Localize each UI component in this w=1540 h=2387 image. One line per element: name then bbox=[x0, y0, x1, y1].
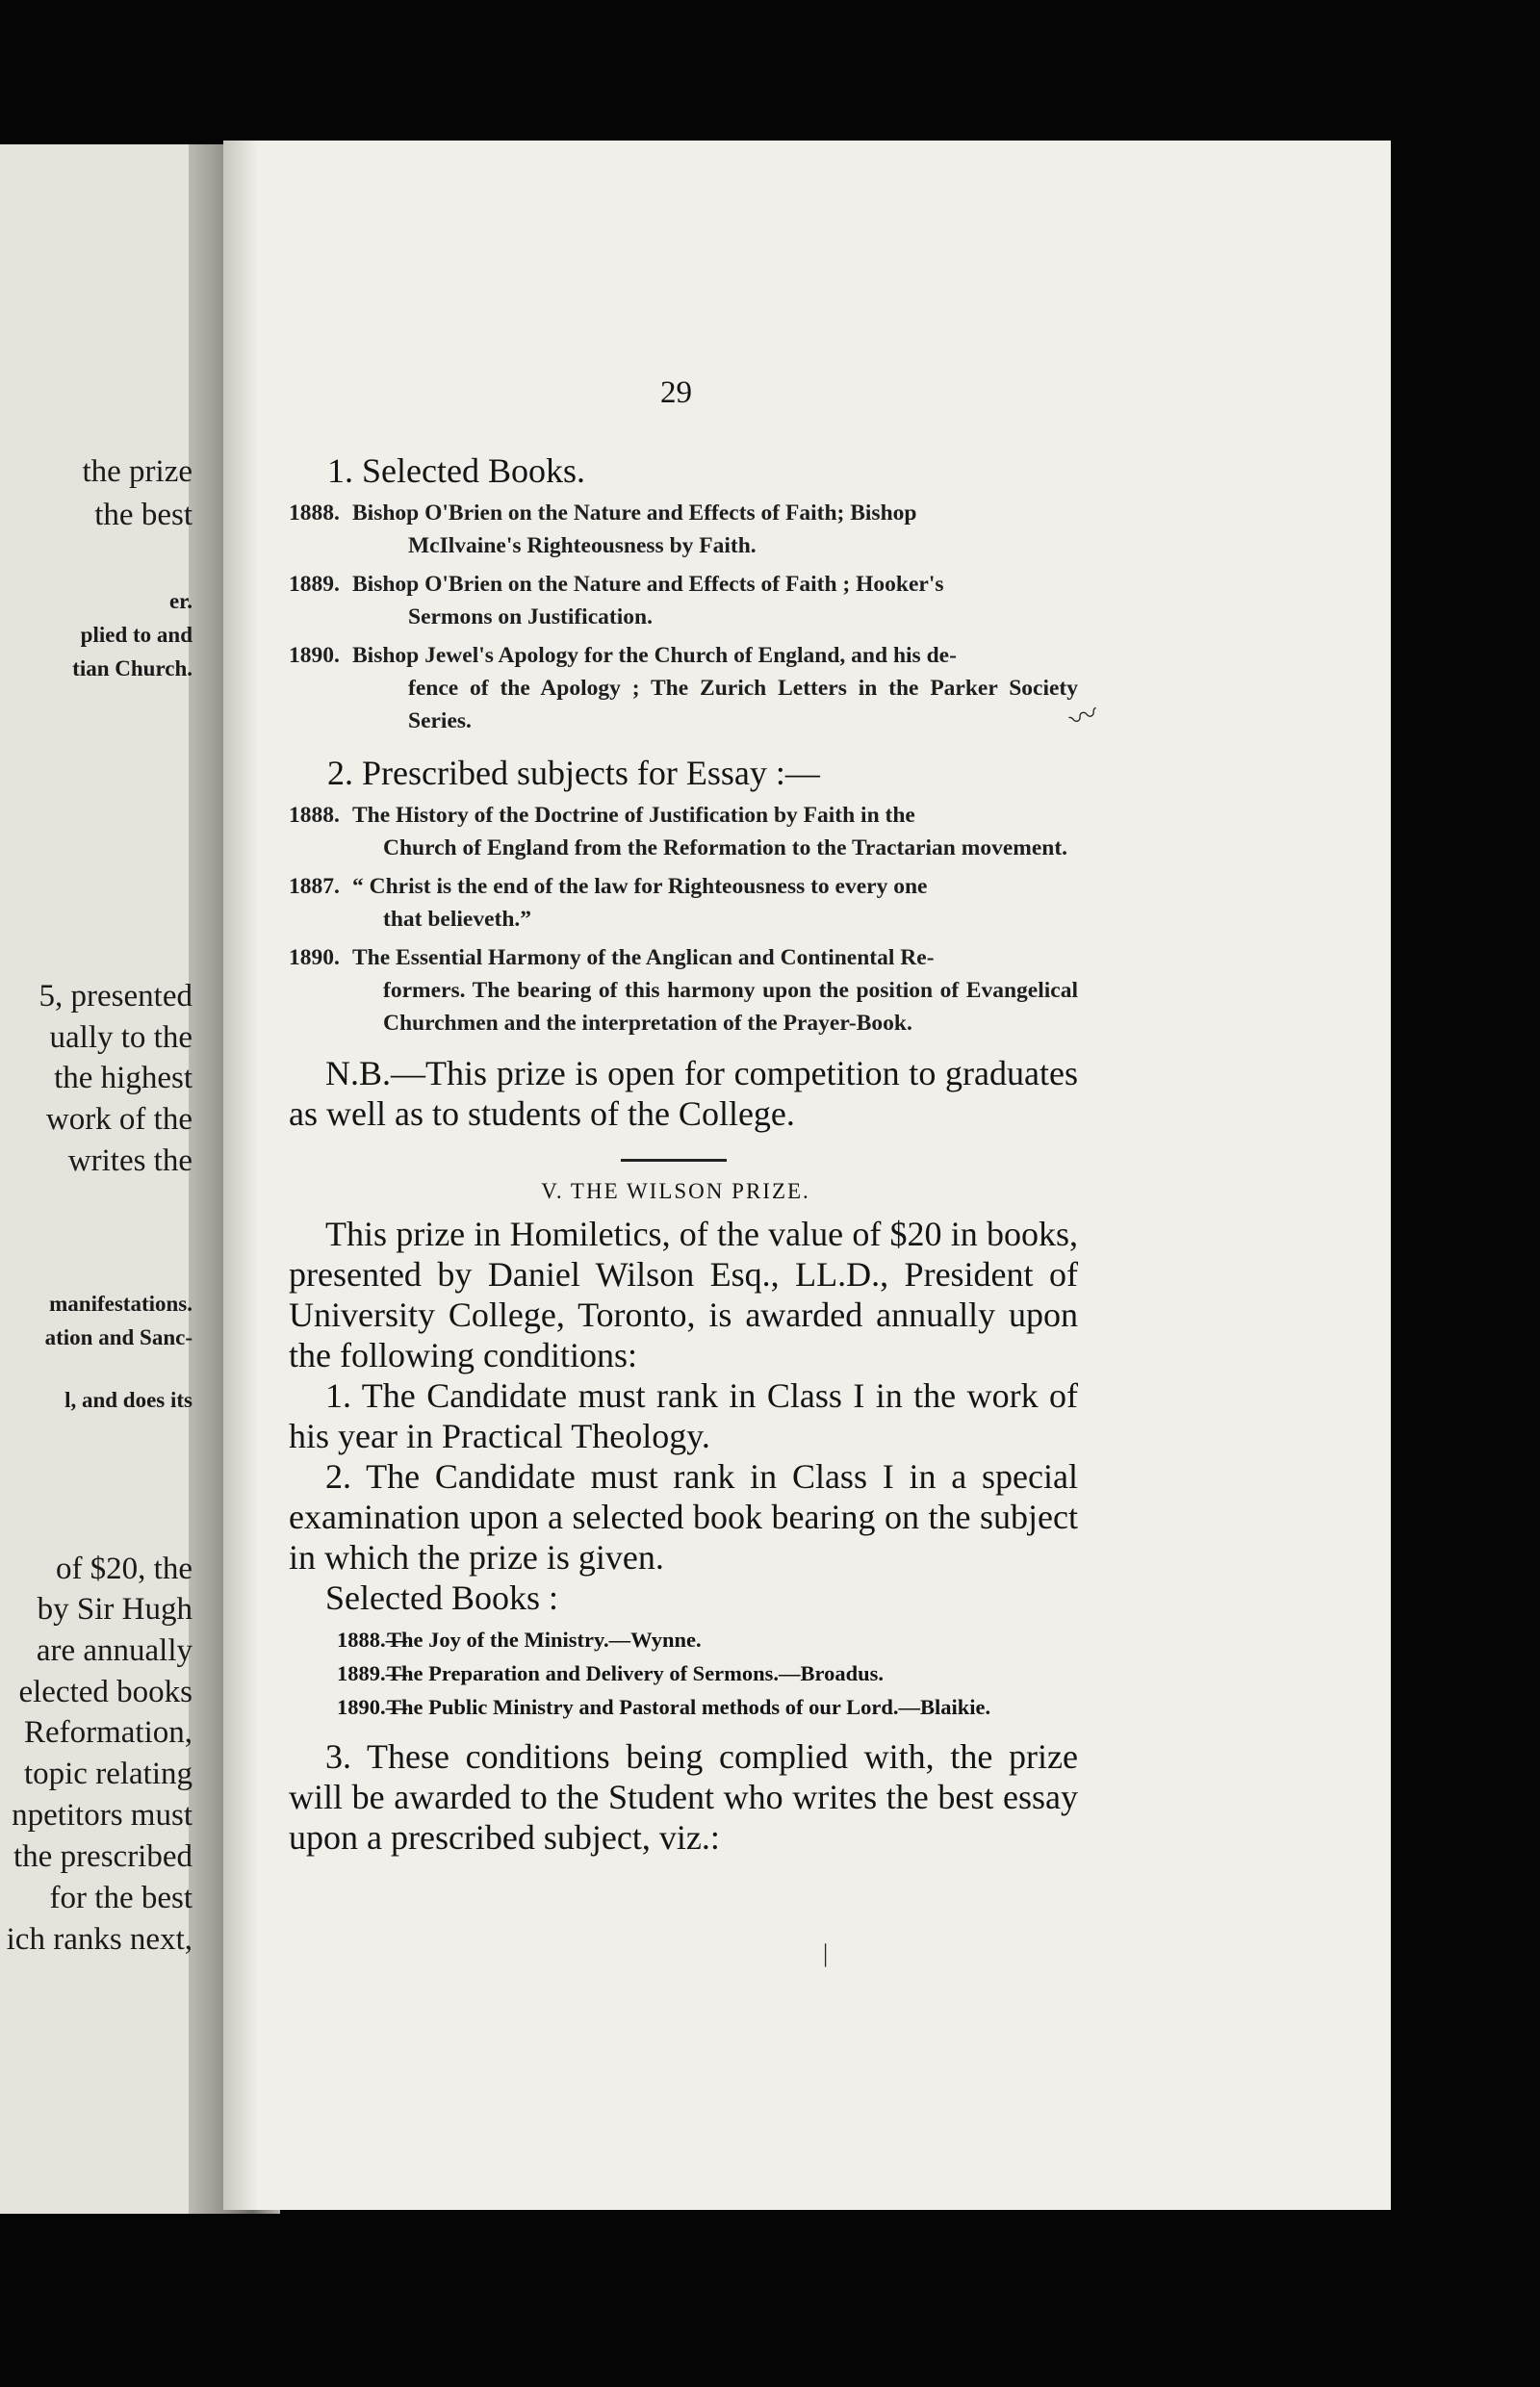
entry-text: Bishop O'Brien on the Nature and Effects of Faith ; Hooker's bbox=[352, 572, 944, 597]
list-item bbox=[289, 941, 1078, 1040]
wilson-books-list bbox=[289, 1624, 1078, 1723]
left-page-line: ich ranks next, bbox=[6, 1922, 192, 1957]
wilson-intro: This prize in Homiletics, of the value of $20 in books, presented by Daniel Wilson Esq., LL.D., President of University College, Toronto, is awarded annually upon the following conditions: bbox=[289, 1215, 1078, 1374]
left-page-line: the prize bbox=[82, 454, 192, 489]
entry-year: 1889.— bbox=[337, 1661, 408, 1685]
entry-text-cont: fence of the Apology ; The Zurich Letters in the Parker Society Series. bbox=[408, 676, 1078, 733]
entry-text-cont: Sermons on Justification. bbox=[408, 604, 653, 629]
entry-year: 1888.— bbox=[337, 1628, 408, 1652]
left-page-line: Reformation, bbox=[23, 1715, 192, 1750]
list-item bbox=[289, 799, 1078, 864]
left-page-line: of $20, the bbox=[55, 1552, 192, 1586]
entry-year: 1890. bbox=[289, 643, 340, 668]
entry-text-cont: Church of England from the Reformation to the Tractarian movement. bbox=[383, 835, 1068, 860]
left-page-line: 5, presented bbox=[38, 979, 192, 1014]
section-divider bbox=[621, 1159, 727, 1162]
entry-text: “ Christ is the end of the law for Righteousness to every one bbox=[352, 874, 928, 899]
condition-2: 2. The Candidate must rank in Class I in a special examination upon a selected book bearing on the subject in which the prize is given. bbox=[289, 1457, 1078, 1577]
entry-year: 1890. bbox=[289, 945, 340, 970]
condition-3: 3. These conditions being complied with, the prize will be awarded to the Student who writes the best essay upon a prescribed subject, viz.: bbox=[289, 1737, 1078, 1857]
entry-text: The Public Ministry and Pastoral methods of our Lord.—Blaikie. bbox=[387, 1695, 991, 1719]
left-page-line: ation and Sanc- bbox=[44, 1325, 192, 1349]
left-page-line: tian Church. bbox=[72, 656, 192, 680]
entry-text: Bishop Jewel's Apology for the Church of England, and his de- bbox=[352, 643, 957, 668]
left-page-line: npetitors must bbox=[12, 1798, 192, 1833]
pencil-tick-mark: 〰 bbox=[1065, 697, 1103, 737]
entry-text: The Essential Harmony of the Anglican and Continental Re- bbox=[352, 945, 935, 970]
left-page-line: manifestations. bbox=[49, 1292, 192, 1316]
wilson-prize-title: V. THE WILSON PRIZE. bbox=[541, 1179, 810, 1203]
left-page-line: elected books bbox=[18, 1675, 192, 1709]
left-page-line: the best bbox=[94, 498, 192, 532]
entry-year: 1890.— bbox=[337, 1695, 408, 1719]
left-page-line: plied to and bbox=[80, 623, 192, 647]
entry-year: 1887. bbox=[289, 874, 340, 899]
left-page-line: er. bbox=[168, 589, 192, 613]
entry-text: The History of the Doctrine of Justification by Faith in the bbox=[352, 803, 915, 828]
entry-year: 1888. bbox=[289, 803, 340, 828]
entry-year: 1888. bbox=[289, 500, 340, 526]
entry-text-cont: McIlvaine's Righteousness by Faith. bbox=[408, 533, 757, 558]
page-fold-shadow bbox=[223, 141, 258, 2210]
entry-text: The Preparation and Delivery of Sermons.—Broadus. bbox=[387, 1661, 885, 1685]
list-item bbox=[337, 1657, 1078, 1689]
left-page-line: by Sir Hugh bbox=[37, 1592, 192, 1627]
left-page-line: are annually bbox=[36, 1633, 192, 1668]
entry-text-cont: that believeth.” bbox=[383, 907, 532, 932]
entry-year: 1889. bbox=[289, 572, 340, 597]
essay-subjects-heading: 2. Prescribed subjects for Essay :— bbox=[327, 754, 820, 792]
left-page-line: the highest bbox=[54, 1061, 192, 1095]
list-item bbox=[289, 497, 1078, 562]
left-page-line: ually to the bbox=[49, 1020, 192, 1055]
selected-books-list bbox=[289, 497, 1078, 737]
list-item bbox=[289, 870, 1078, 936]
page-number: 29 bbox=[660, 375, 692, 410]
nb-note: N.B.—This prize is open for competition to graduates as well as to students of the College. bbox=[289, 1054, 1078, 1133]
left-page-line: writes the bbox=[67, 1143, 192, 1178]
page-content bbox=[289, 443, 1078, 1858]
list-item bbox=[337, 1624, 1078, 1656]
pencil-stroke-mark: | bbox=[823, 1939, 829, 1967]
list-item bbox=[337, 1691, 1078, 1723]
essay-subjects-list bbox=[289, 799, 1078, 1040]
left-page-line: for the best bbox=[49, 1881, 192, 1915]
selected-books-label: Selected Books : bbox=[325, 1578, 558, 1617]
entry-text: Bishop O'Brien on the Nature and Effects of Faith; Bishop bbox=[352, 500, 917, 526]
list-item bbox=[289, 568, 1078, 633]
left-page-line: l, and does its bbox=[64, 1388, 192, 1412]
left-page-line: the prescribed bbox=[13, 1839, 192, 1874]
condition-1: 1. The Candidate must rank in Class I in the work of his year in Practical Theology. bbox=[289, 1376, 1078, 1455]
left-page-line: work of the bbox=[45, 1102, 192, 1137]
entry-text-cont: formers. The bearing of this harmony upon the position of Evangelical Churchmen and the interpretation of the Prayer-Book. bbox=[383, 978, 1078, 1036]
left-page-line: topic relating bbox=[23, 1757, 192, 1791]
list-item bbox=[289, 639, 1078, 737]
selected-books-heading: 1. Selected Books. bbox=[327, 451, 585, 490]
entry-text: The Joy of the Ministry.—Wynne. bbox=[387, 1628, 702, 1652]
